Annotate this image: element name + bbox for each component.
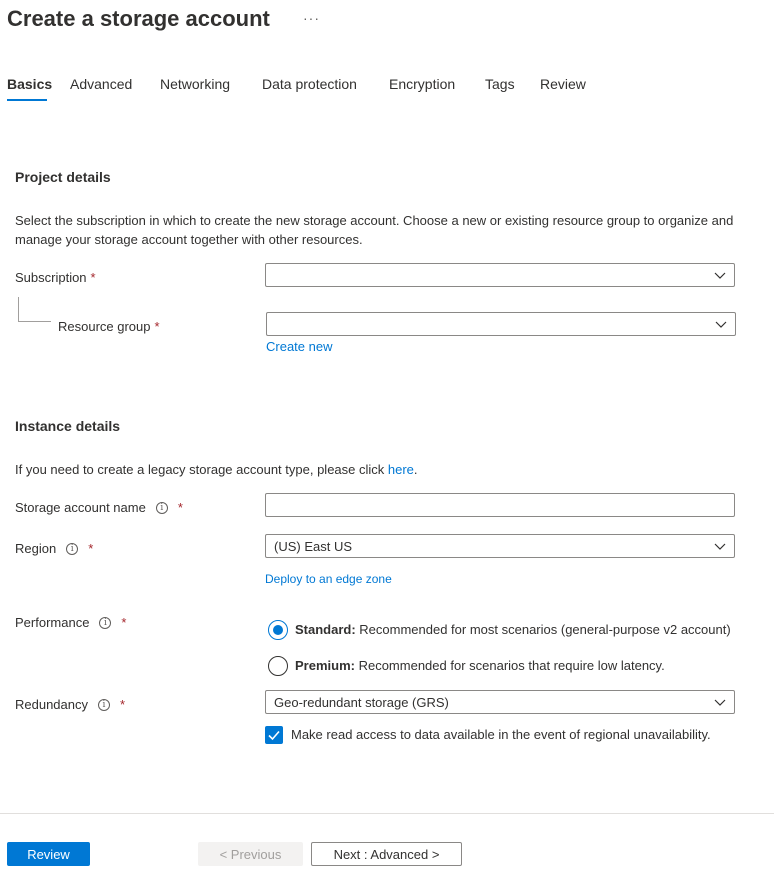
tab-basics[interactable]: Basics [7, 76, 53, 92]
chevron-down-icon [714, 269, 726, 281]
tab-advanced[interactable]: Advanced [70, 76, 133, 92]
region-label [15, 541, 93, 556]
chevron-down-icon [715, 318, 727, 330]
storage-account-name-input[interactable] [265, 493, 735, 517]
tree-connector-vertical [18, 297, 19, 322]
tree-connector-horizontal [18, 321, 51, 322]
next-advanced-button[interactable]: Next : Advanced > [311, 842, 462, 866]
performance-label-text: Performance [15, 615, 90, 630]
info-icon[interactable]: i [99, 617, 111, 629]
premium-option-name: Premium: [295, 658, 355, 673]
legacy-account-text [15, 460, 418, 479]
tab-tags[interactable]: Tags [485, 76, 515, 92]
storage-account-name-label-text: Storage account name [15, 500, 146, 515]
required-marker: * [154, 319, 160, 334]
read-access-label[interactable]: Make read access to data available in the event of regional unavailability. [291, 727, 711, 742]
info-icon[interactable]: i [66, 543, 78, 555]
standard-option-desc: Recommended for most scenarios (general-purpose v2 account) [355, 622, 731, 637]
checkmark-icon [265, 726, 283, 744]
required-marker: * [88, 541, 94, 556]
subscription-dropdown[interactable] [265, 263, 735, 287]
redundancy-value: Geo-redundant storage (GRS) [274, 694, 449, 710]
redundancy-dropdown[interactable] [265, 690, 735, 714]
performance-premium-radio[interactable] [268, 656, 288, 676]
subscription-label-text: Subscription [15, 270, 87, 285]
instance-details-heading: Instance details [15, 418, 121, 434]
legacy-text: If you need to create a legacy storage account type, please click [15, 462, 388, 477]
storage-account-name-label [15, 500, 183, 515]
deploy-edge-zone-link[interactable]: Deploy to an edge zone [265, 572, 392, 586]
project-details-description: Select the subscription in which to create the new storage account. Choose a new or existing resource group to organize and manage your storage account together with other resources. [15, 213, 734, 247]
resource-group-label-text: Resource group [58, 319, 151, 334]
required-marker: * [121, 615, 127, 630]
performance-label [15, 615, 126, 630]
standard-option-name: Standard: [295, 622, 356, 637]
required-marker: * [120, 697, 126, 712]
subscription-label [15, 270, 96, 285]
tab-networking[interactable]: Networking [160, 76, 231, 92]
region-dropdown[interactable] [265, 534, 735, 558]
resource-group-dropdown[interactable] [266, 312, 736, 336]
previous-button[interactable]: < Previous [198, 842, 303, 866]
resource-group-label [58, 319, 160, 334]
review-button[interactable]: Review [7, 842, 90, 866]
chevron-down-icon [714, 696, 726, 708]
redundancy-label-text: Redundancy [15, 697, 88, 712]
info-icon[interactable]: i [156, 502, 168, 514]
performance-standard-radio[interactable] [268, 620, 288, 640]
legacy-text-end: . [413, 462, 418, 477]
project-details-heading: Project details [15, 169, 111, 185]
more-options-icon[interactable]: ··· [303, 10, 320, 26]
redundancy-label [15, 697, 125, 712]
chevron-down-icon [714, 540, 726, 552]
page-title: Create a storage account [7, 6, 270, 31]
required-marker: * [177, 500, 183, 515]
footer-divider [0, 813, 774, 814]
premium-option-desc: Recommended for scenarios that require low latency. [354, 658, 665, 673]
tab-encryption[interactable]: Encryption [389, 76, 456, 92]
region-value: (US) East US [274, 538, 353, 554]
region-label-text: Region [15, 541, 57, 556]
legacy-here-link[interactable]: here [387, 462, 414, 477]
create-new-resource-group-link[interactable]: Create new [266, 339, 333, 354]
performance-standard-label[interactable] [295, 622, 731, 637]
performance-premium-label[interactable] [295, 658, 665, 673]
tab-data-protection[interactable]: Data protection [262, 76, 357, 92]
tab-review[interactable]: Review [540, 76, 586, 92]
active-tab-indicator [7, 99, 47, 101]
read-access-checkbox[interactable] [265, 726, 283, 744]
required-marker: * [90, 270, 96, 285]
info-icon[interactable]: i [98, 699, 110, 711]
